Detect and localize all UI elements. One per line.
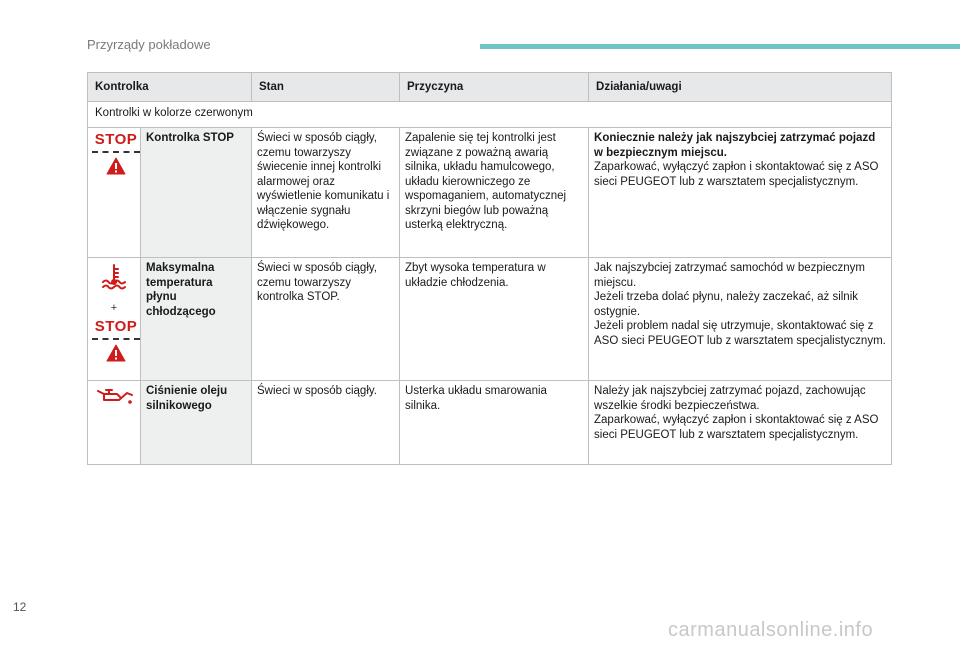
dashed-line-icon <box>92 338 140 340</box>
page-header-title: Przyrządy pokładowe <box>87 37 211 52</box>
action-text: Zaparkować, wyłączyć zapłon i skontaktować się z ASO sieci PEUGEOT lub z warsztatem specjalistycznym. <box>594 161 879 188</box>
light-action <box>589 128 892 258</box>
warning-lights-table <box>87 72 892 465</box>
stop-icon-label: STOP <box>94 131 138 148</box>
light-cause: Zbyt wysoka temperatura w układzie chłodzenia. <box>400 258 589 381</box>
header-kontrolka: Kontrolka <box>88 73 252 102</box>
light-state: Świeci w sposób ciągły. <box>252 381 400 465</box>
page-number: 12 <box>13 600 27 614</box>
table-row <box>88 128 892 258</box>
watermark: carmanualsonline.info <box>668 619 874 641</box>
coolant-temperature-icon <box>99 262 129 292</box>
plus-sign: + <box>110 301 118 314</box>
light-action: Należy jak najszybciej zatrzymać pojazd, zachowując wszelkie środki bezpieczeństwa. Zaparkować, wyłączyć zapłon i skontaktować się z ASO sieci PEUGEOT lub z warsztatem specjalistycznym. <box>589 381 892 465</box>
warning-triangle-icon <box>106 157 126 175</box>
section-row <box>88 102 892 128</box>
warning-triangle-icon <box>106 344 126 362</box>
section-label: Kontrolki w kolorze czerwonym <box>88 102 892 128</box>
header-accent-bar <box>480 44 960 49</box>
oil-can-icon <box>95 385 133 407</box>
action-emphasis: Koniecznie należy jak najszybciej zatrzymać pojazd w bezpiecznym miejscu. <box>594 132 876 159</box>
table-row <box>88 258 892 381</box>
light-name: Ciśnienie oleju silnikowego <box>141 381 252 465</box>
light-action: Jak najszybciej zatrzymać samochód w bezpiecznym miejscu. Jeżeli trzeba dolać płynu, należy zaczekać, aż silnik ostygnie. Jeżeli problem nadal się utrzymuje, skontaktować się z ASO sieci PEUGEOT lub z warsztatem specjalistycznym. <box>589 258 892 381</box>
coolant-warning-icons <box>88 258 141 381</box>
light-name: Maksymalna temperatura płynu chłodzącego <box>141 258 252 381</box>
table-header-row <box>88 73 892 102</box>
light-cause: Usterka układu smarowania silnika. <box>400 381 589 465</box>
stop-warning-icon <box>88 128 141 258</box>
header-przyczyna: Przyczyna <box>400 73 589 102</box>
light-name: Kontrolka STOP <box>141 128 252 258</box>
light-state: Świeci w sposób ciągły, czemu towarzyszy świecenie innej kontrolki alarmowej oraz wyświetlenie komunikatu i włączenie sygnału dźwiękowego. <box>252 128 400 258</box>
dashed-line-icon <box>92 151 140 153</box>
header-dzialania: Działania/uwagi <box>589 73 892 102</box>
oil-pressure-icon-cell <box>88 381 141 465</box>
light-cause: Zapalenie się tej kontrolki jest związane z poważną awarią silnika, układu hamulcowego, układu kierowniczego ze wspomaganiem, automatycznej skrzyni biegów lub poważną usterką elektryczną. <box>400 128 589 258</box>
table-row <box>88 381 892 465</box>
light-state: Świeci w sposób ciągły, czemu towarzyszy kontrolka STOP. <box>252 258 400 381</box>
header-stan: Stan <box>252 73 400 102</box>
stop-icon-label: STOP <box>94 318 138 335</box>
